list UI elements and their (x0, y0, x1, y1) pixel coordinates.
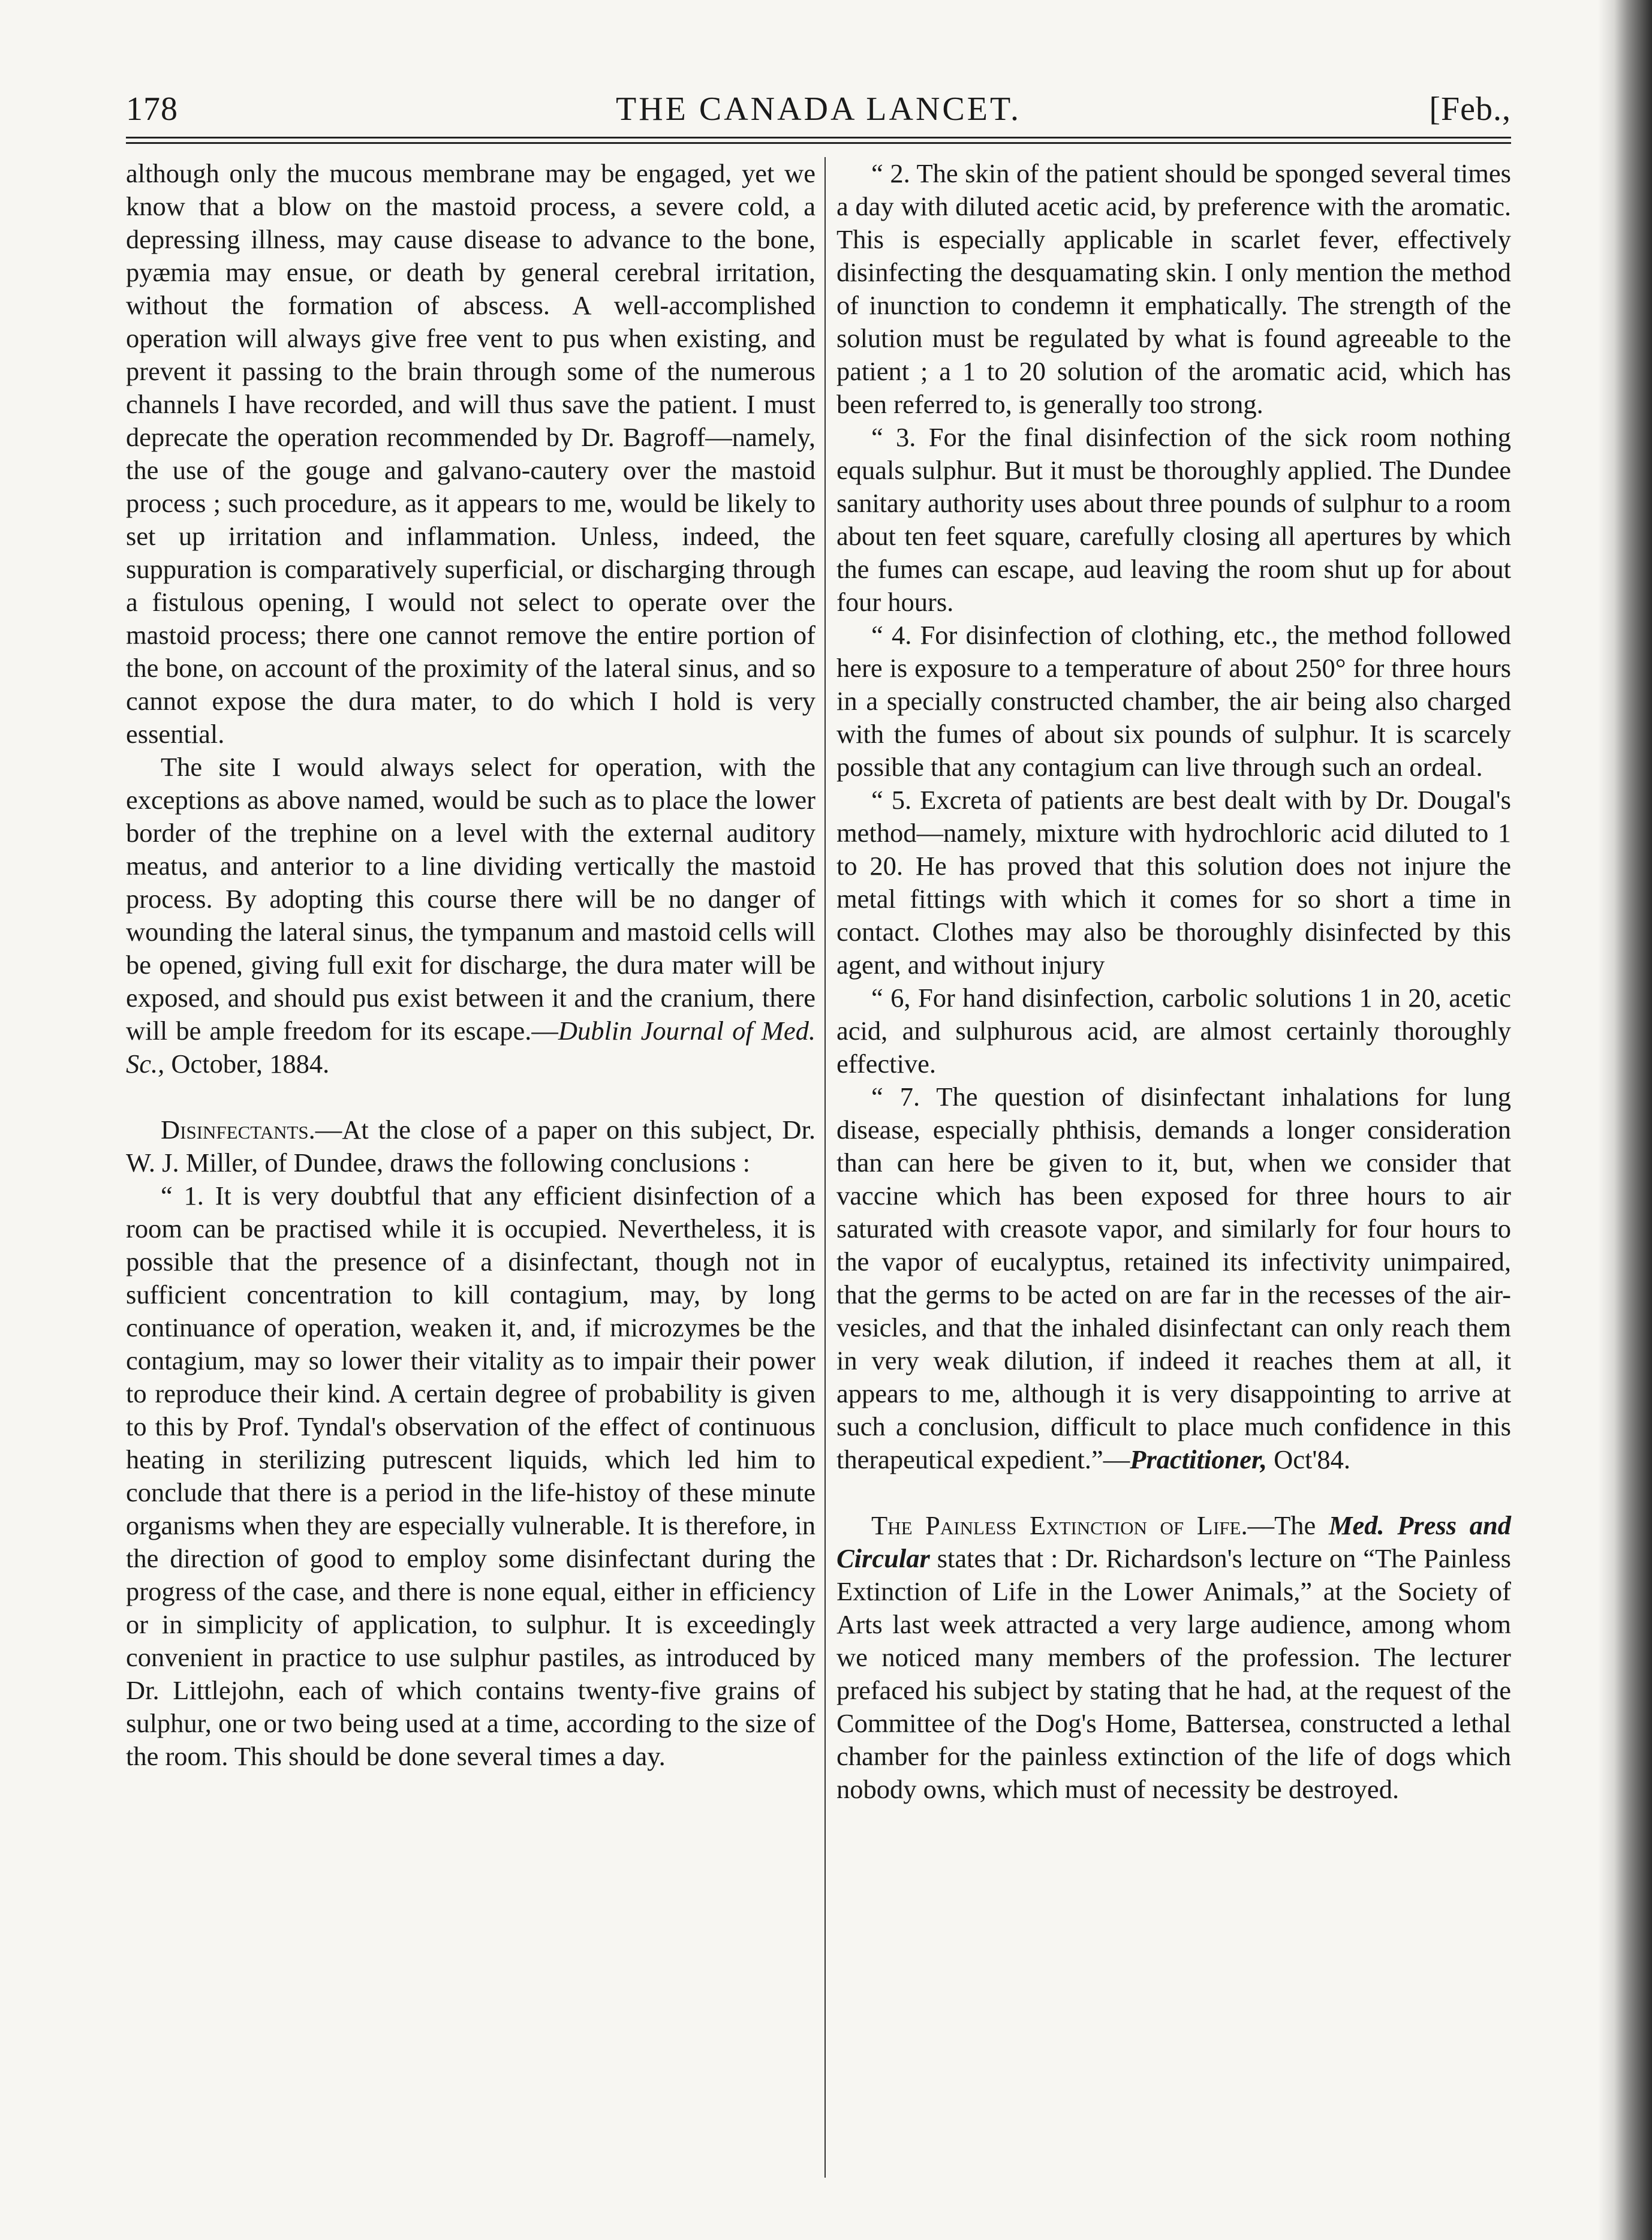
conclusion-3: “ 3. For the final disinfection of the sick room nothing equals sulphur. But it must be thoroughly applied. The Dundee sanitary authority uses about three pounds of sulphur to a room about ten feet square, carefully closing all apertures by which the fumes can escape, aud leaving the room shut up for about four hours. (836, 422, 1511, 617)
journal-title: THE CANADA LANCET. (615, 91, 1022, 128)
painless-extinction-heading: The Painless Extinction of Life. (871, 1510, 1248, 1540)
painless-dash: —The (1247, 1510, 1329, 1540)
right-column (836, 157, 1511, 1806)
conclusion-7 (836, 1080, 1511, 1476)
med-press-source: Med. Press and Circular (836, 1510, 1511, 1573)
page-header (126, 84, 1511, 138)
disinfectants-intro-paragraph (126, 1113, 816, 1179)
column-divider (825, 157, 826, 2178)
disinfectants-intro: —At the close of a paper on this subject, Dr. W. J. Miller, of Dundee, draws the following conclusions : (126, 1115, 816, 1178)
section-gap (126, 1080, 816, 1113)
conclusion-1: “ 1. It is very doubtful that any efficient disinfection of a room can be practised while it is occupied. Nevertheless, it is possible that the presence of a disinfectant, though not in sufficient concentration to kill contagium, may, by long continuance of operation, weaken it, and, if microzymes be the contagium, may so lower their vitality as to impair their power to reproduce their kind. A certain degree of probability is given to this by Prof. Tyndal's observation of the effect of continuous heating in sterilizing putrescent liquids, which led him to conclude that there is a period in the life-histoy of these minute organisms when they are especially vulnerable. It is therefore, in the direction of good to employ some disinfectant during the progress of the case, and there is none equal, either in efficiency or in simplicity of application, to sulphur. It is exceedingly convenient in practice to use sulphur pastiles, as introduced by Dr. Littlejohn, each of which contains twenty-five grains of sulphur, one or two being used at a time, according to the size of the room. This should be done several times a day. (126, 1181, 816, 1771)
practitioner-date: Oct'84. (1266, 1444, 1350, 1474)
header-rule-bottom (126, 142, 1511, 144)
conclusion-7-text: “ 7. The question of disinfectant inhalations for lung disease, especially phthisis, demands a longer consideration than can here be given to it, but, when we consider that vaccine which has been exposed for three hours to air saturated with creasote vapor, and similarly for four hours to the vapor of eucalyptus, retained its infectivity unimpaired, that the germs to be acted on are far in the recesses of the air-vesicles, and that the inhaled disinfectant can only reach them in very weak dilution, if indeed it reaches them at all, it appears to me, although it is very disappointing to arrive at such a conclusion, difficult to place much confidence in this therapeutical expedient.”— (836, 1082, 1511, 1474)
disinfectants-heading: Disinfectants. (161, 1115, 315, 1145)
left-column (126, 157, 816, 1773)
conclusion-5: “ 5. Excreta of patients are best dealt with by Dr. Dougal's method—namely, mixture with hydrochloric acid diluted to 1 to 20. He has proved that this solution does not injure the metal fittings with which it comes for so short a time in contact. Clothes may also be thoroughly disinfected by this agent, and without injury (836, 785, 1511, 980)
mastoid-paragraph: although only the mucous membrane may be engaged, yet we know that a blow on the mastoid process, a severe cold, a depressing illness, may cause disease to advance to the bone, pyæmia may ensue, or death by general cerebral irritation, without the formation of abscess. A well-accomplished operation will always give free vent to pus when existing, and prevent it passing to the brain through some of the numerous channels I have recorded, and will thus save the patient. I must deprecate the operation recommended by Dr. Bagroff—namely, the use of the gouge and galvano-cautery over the mastoid process ; such procedure, as it appears to me, would be likely to set up irritation and inflammation. Unless, indeed, the suppuration is comparatively superficial, or discharging through a fistulous opening, I would not select to operate over the mastoid process; there one cannot remove the entire portion of the bone, on account of the proximity of the lateral sinus, and so cannot expose the dura mater, to do which I hold is very essential. (126, 158, 816, 749)
conclusion-4: “ 4. For disinfection of clothing, etc., the method followed here is exposure to a temperature of about 250° for three hours in a specially constructed chamber, the air being also charged with the fumes of about six pounds of sulphur. It is scarcely possible that any contagium can live through such an ordeal. (836, 620, 1511, 782)
section-gap (836, 1476, 1511, 1509)
dublin-journal-date: October, 1884. (164, 1049, 330, 1079)
page-number: 178 (126, 91, 178, 128)
issue-month: [Feb., (1429, 91, 1511, 128)
conclusion-6: “ 6, For hand disinfection, carbolic solutions 1 in 20, acetic acid, and sulphurous acid, are almost certainly thoroughly effective. (836, 983, 1511, 1079)
trephine-text: The site I would always select for operation, with the exceptions as above named, would be such as to place the lower border of the trephine on a level with the external auditory meatus, and anterior to a line dividing vertically the mastoid process. By adopting this course there will be no danger of wounding the lateral sinus, the tympanum and mastoid cells will be opened, giving full exit for discharge, the dura mater will be exposed, and should pus exist between it and the cranium, there will be ample freedom for its escape.— (126, 752, 816, 1046)
painless-extinction-paragraph (836, 1509, 1511, 1806)
dublin-journal-source: Dublin Journal of Med. Sc., (126, 1016, 816, 1079)
painless-extinction-text: states that : Dr. Richardson's lecture on “The Painless Extinction of Life in the Lower Animals,” at the Society of Arts last week attracted a very large audience, among whom we noticed many members of the profession. The lecturer prefaced his subject by stating that he had, at the request of the Committee of the Dog's Home, Battersea, constructed a lethal chamber for the painless extinction of the life of dogs which nobody owns, which must of necessity be destroyed. (836, 1543, 1511, 1804)
page-binding-edge (1598, 0, 1652, 2240)
trephine-paragraph (126, 751, 816, 1080)
header-rule-top (126, 137, 1511, 139)
practitioner-source: Practitioner, (1130, 1444, 1267, 1474)
conclusion-2: “ 2. The skin of the patient should be sponged several times a day with diluted acetic acid, by preference with the aromatic. This is especially applicable in scarlet fever, effectively disinfecting the desquamating skin. I only mention the method of inunction to condemn it emphatically. The strength of the solution must be regulated by what is found agreeable to the patient ; a 1 to 20 solution of the aromatic acid, which has been referred to, is generally too strong. (836, 158, 1511, 419)
